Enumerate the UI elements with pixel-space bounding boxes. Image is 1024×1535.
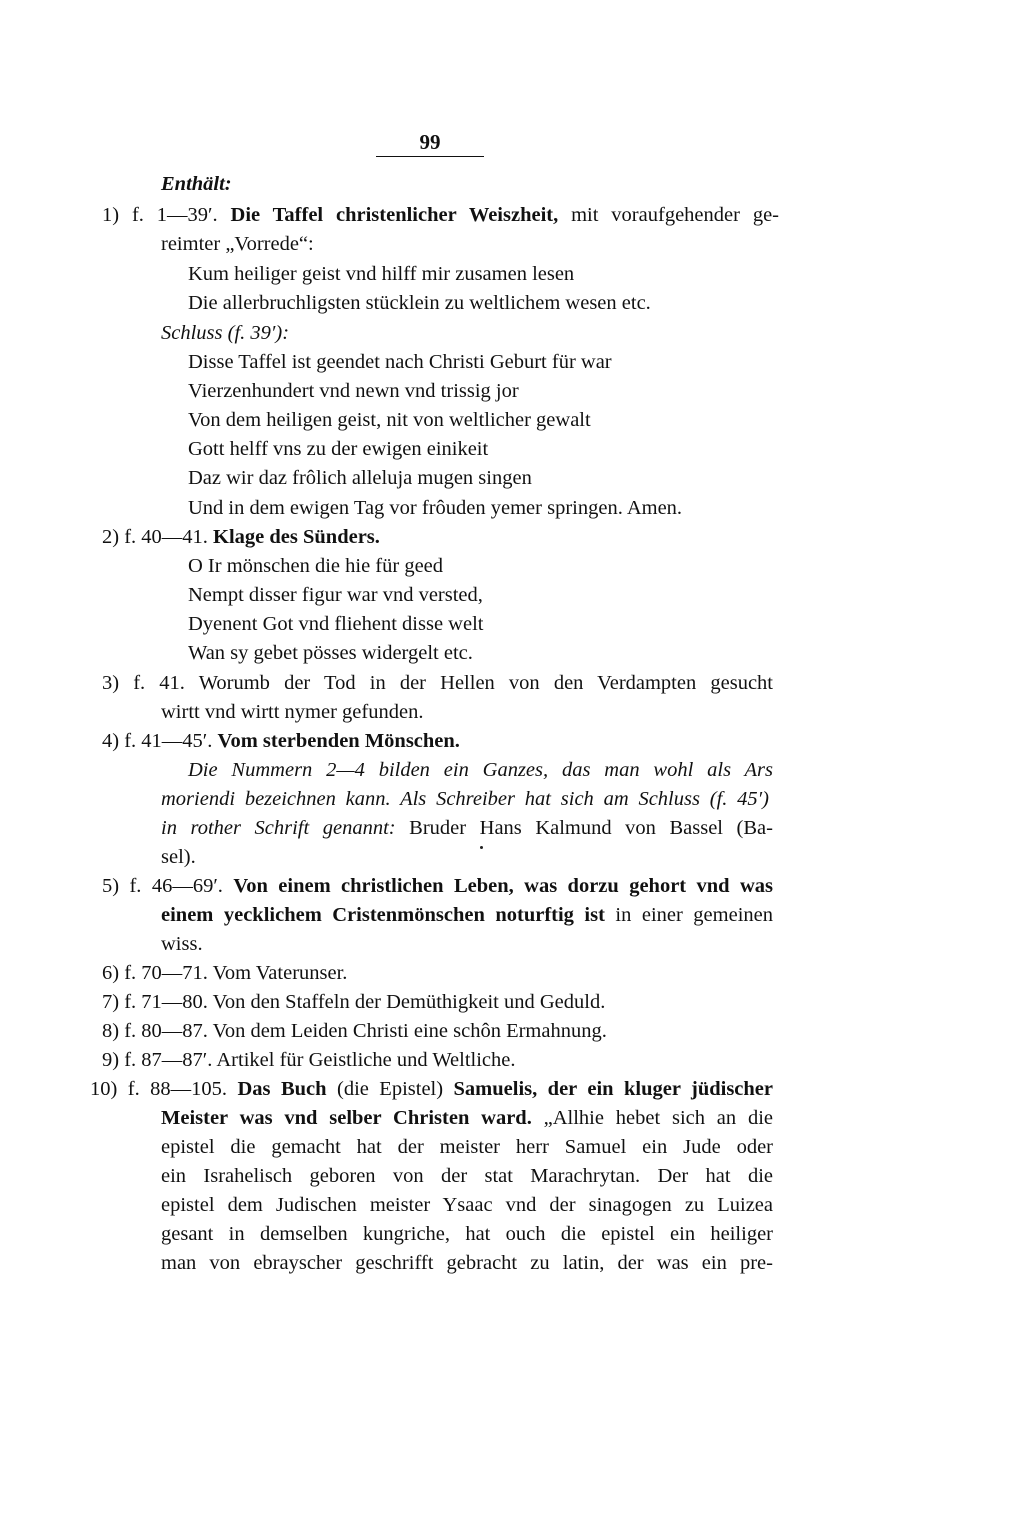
contents-heading: Enthält: xyxy=(161,173,232,195)
entry-5-line-1: 5) f. 46—69′. Von einem christlichen Leben, was dorzu gehort vnd was xyxy=(102,875,774,897)
entry-1-line-2: reimter „Vorrede“: xyxy=(161,233,314,255)
entry-10-line-1: 10) f. 88—105. Das Buch (die Epistel) Samuelis, der ein kluger jüdischer xyxy=(90,1078,774,1100)
entry-7: 7) f. 71—80. Von den Staffeln der Demüthigkeit und Geduld. xyxy=(102,991,606,1013)
page-number: 99 xyxy=(419,130,441,154)
entry-10-line-5: epistel dem Judischen meister Ysaac vnd der sinagogen zu Luizea xyxy=(161,1194,773,1216)
entry-5-line-3: wiss. xyxy=(161,933,203,955)
entry-3-line-1: 3) f. 41. Worumb der Tod in der Hellen von den Verdampten gesucht xyxy=(102,672,773,694)
entry-10-line-3: epistel die gemacht hat der meister herr Samuel ein Jude oder xyxy=(161,1136,773,1158)
entry-3-line-2: wirtt vnd wirtt nymer gefunden. xyxy=(161,701,424,723)
entry-10-line-6: gesant in demselben kungriche, hat ouch die epistel ein heiliger xyxy=(161,1223,773,1245)
verse-line: Von dem heiligen geist, nit von weltlicher gewalt xyxy=(188,409,591,431)
verse-line: Und in dem ewigen Tag vor frôuden yemer springen. Amen. xyxy=(188,497,683,519)
entry-4-note-line-4: sel). xyxy=(161,846,196,868)
entry-5-line-2: einem yecklichem Cristenmönschen noturftig ist in einer gemeinen xyxy=(161,904,773,926)
entry-10-line-7: man von ebrayscher geschrifft gebracht zu latin, der was ein pre- xyxy=(161,1252,773,1274)
entry-6: 6) f. 70—71. Vom Vaterunser. xyxy=(102,962,348,984)
verse-line: Wan sy gebet pösses widergelt etc. xyxy=(188,642,473,664)
entry-9: 9) f. 87—87′. Artikel für Geistliche und Weltliche. xyxy=(102,1049,516,1071)
entry-4-note-line-2: moriendi bezeichnen kann. Als Schreiber hat sich am Schluss (f. 45′) xyxy=(161,788,769,810)
schluss-label: Schluss (f. 39′): xyxy=(161,322,290,344)
entry-4-line-1: 4) f. 41—45′. Vom sterbenden Mönschen. xyxy=(102,730,460,752)
verse-line: Die allerbruchligsten stücklein zu weltlichem wesen etc. xyxy=(188,292,651,314)
entry-1-line-1: 1) f. 1—39′. Die Taffel christenlicher Weiszheit, mit voraufgehender ge- xyxy=(102,204,779,226)
verse-line: Disse Taffel ist geendet nach Christi Geburt für war xyxy=(188,351,612,373)
entry-2-line-1: 2) f. 40—41. Klage des Sünders. xyxy=(102,526,380,548)
verse-line: O Ir mönschen die hie für geed xyxy=(188,555,444,577)
page-number-rule xyxy=(376,156,484,157)
verse-line: Vierzenhundert vnd newn vnd trissig jor xyxy=(188,380,519,402)
verse-line: Nempt disser figur war vnd versted, xyxy=(188,584,483,606)
verse-line: Kum heiliger geist vnd hilff mir zusamen lesen xyxy=(188,263,575,285)
verse-line: Dyenent Got vnd fliehent disse welt xyxy=(188,613,484,635)
entry-4-note-line-1: Die Nummern 2—4 bilden ein Ganzes, das man wohl als Ars xyxy=(188,759,773,781)
entry-8: 8) f. 80—87. Von dem Leiden Christi eine schôn Ermahnung. xyxy=(102,1020,607,1042)
entry-4-note-line-3: in rother Schrift genannt: Bruder Hans Kalmund von Bassel (Ba- xyxy=(161,817,773,839)
entry-10-line-4: ein Israhelisch geboren von der stat Marachrytan. Der hat die xyxy=(161,1165,773,1187)
entry-10-line-2: Meister was vnd selber Christen ward. „Allhie hebet sich an die xyxy=(161,1107,773,1129)
speck-mark xyxy=(480,846,483,849)
verse-line: Gott helff vns zu der ewigen einikeit xyxy=(188,438,489,460)
verse-line: Daz wir daz frôlich alleluja mugen singen xyxy=(188,467,532,489)
